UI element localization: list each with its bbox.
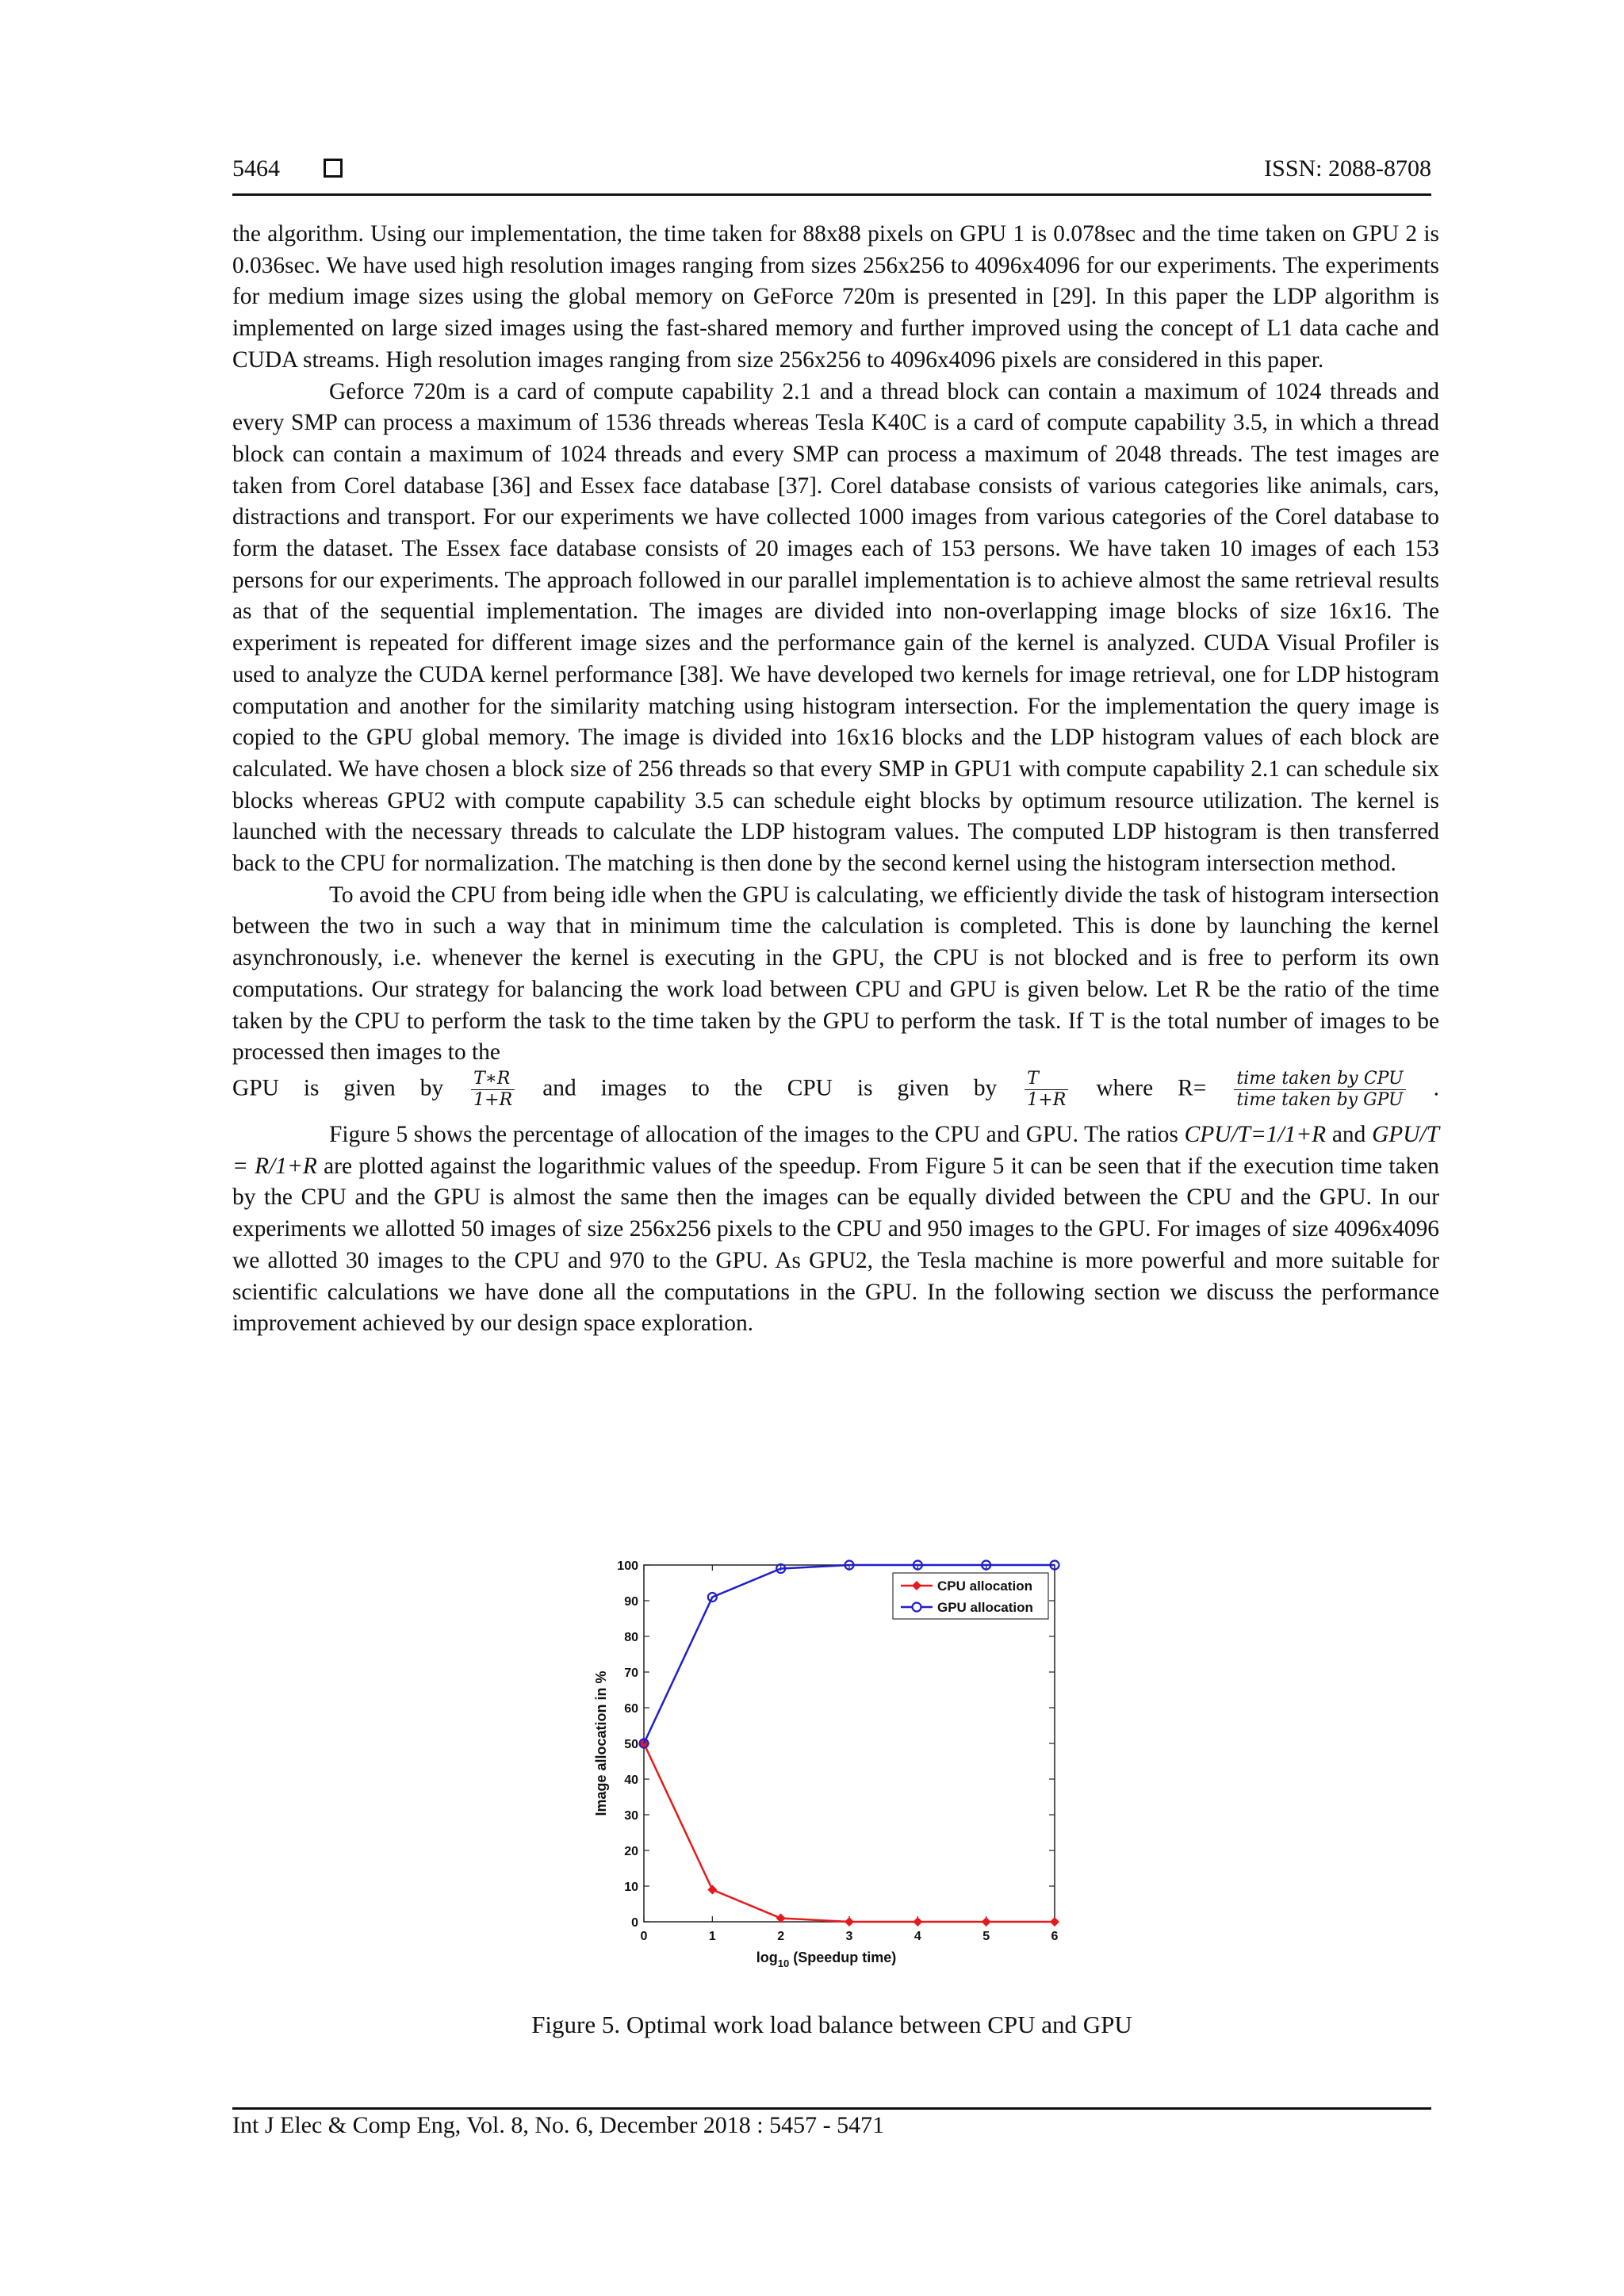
y-tick-label: 0 bbox=[631, 1916, 638, 1930]
ratio-cpu-formula: CPU/T=1/1+R bbox=[1184, 1121, 1327, 1147]
y-tick-label: 50 bbox=[624, 1738, 638, 1751]
allocation-chart bbox=[587, 1554, 1078, 1982]
fraction-denominator: time taken by GPU bbox=[1236, 1089, 1404, 1110]
paragraph-1: the algorithm. Using our implementation, the time taken for 88x88 pixels on GPU 1 is 0.078sec and the time taken on GPU 2 is 0.036sec. We have used high resolution images ranging from sizes 256x256 to 4096x4096 for our experiments. The experiments for medium image sizes using the global memory on GeForce 720m is presented in [29]. In this paper the LDP algorithm is implemented on large sized images using the fast-shared memory and further improved using the concept of L1 data cache and CUDA streams. High resolution images ranging from size 256x256 to 4096x4096 pixels are considered in this paper. bbox=[232, 221, 1439, 373]
y-tick-label: 80 bbox=[624, 1631, 638, 1644]
x-tick-label: 3 bbox=[845, 1930, 853, 1943]
y-tick-label: 60 bbox=[624, 1702, 638, 1716]
figure-caption: Figure 5. Optimal work load balance between CPU and GPU bbox=[531, 2011, 1132, 2038]
body-text bbox=[232, 219, 1439, 1340]
y-tick-label: 100 bbox=[617, 1559, 638, 1573]
y-tick-label: 40 bbox=[624, 1774, 638, 1787]
fraction-ratio-r bbox=[1234, 1069, 1405, 1111]
fraction-cpu-images bbox=[1025, 1069, 1068, 1111]
header-rule bbox=[232, 193, 1431, 196]
fraction-numerator: T bbox=[1025, 1069, 1068, 1090]
legend-cpu-label: CPU allocation bbox=[937, 1578, 1032, 1594]
ratio-gpu-formula: GPU/T = R/1+R bbox=[232, 1121, 1439, 1179]
page-number: 5464 bbox=[232, 155, 280, 182]
equation-text-3: where R= bbox=[1096, 1075, 1207, 1101]
legend-gpu-marker bbox=[913, 1603, 921, 1612]
x-tick-label: 1 bbox=[708, 1930, 716, 1943]
equation-line bbox=[232, 1069, 1439, 1119]
fraction-gpu-images bbox=[471, 1069, 515, 1111]
equation-text-4: . bbox=[1433, 1075, 1439, 1101]
fraction-denominator: 1+R bbox=[473, 1089, 513, 1110]
figure-5 bbox=[587, 1554, 1078, 1982]
x-tick-label: 0 bbox=[640, 1930, 648, 1943]
square-box-icon bbox=[324, 159, 343, 178]
fraction-numerator: T∗R bbox=[471, 1069, 515, 1090]
equation-text-2: and images to the CPU is given by bbox=[542, 1075, 998, 1101]
y-tick-label: 30 bbox=[624, 1809, 638, 1823]
fraction-denominator: 1+R bbox=[1027, 1089, 1067, 1110]
paragraph-4-a: Figure 5 shows the percentage of allocation of the images to the CPU and GPU. The ratios bbox=[329, 1121, 1178, 1147]
y-tick-label: 90 bbox=[624, 1595, 638, 1609]
y-axis-label: Image allocation in % bbox=[593, 1670, 609, 1816]
paragraph-4-c: and bbox=[1331, 1121, 1366, 1147]
footer-rule bbox=[232, 2107, 1431, 2110]
paragraph-4 bbox=[232, 1119, 1439, 1340]
x-tick-label: 4 bbox=[914, 1930, 921, 1943]
y-tick-label: 10 bbox=[624, 1881, 638, 1894]
paragraph-4-e: are plotted against the logarithmic values of the speedup. From Figure 5 it can be seen that if the execution time taken by the CPU and the GPU is almost the same then the images can be equally divided between the CPU and the GPU. In our experiments we allotted 50 images of size 256x256 pixels to the CPU and 950 images to the GPU. For images of size 4096x4096 we allotted 30 images to the CPU and 970 to the GPU. As GPU2, the Tesla machine is more powerful and more suitable for scientific calculations we have done all the computations in the GPU. In the following section we discuss the performance improvement achieved by our design space exploration. bbox=[232, 1153, 1439, 1337]
x-tick-label: 5 bbox=[982, 1930, 990, 1943]
paragraph-2: Geforce 720m is a card of compute capability 2.1 and a thread block can contain a maximum of 1024 threads and every SMP can process a maximum of 1536 threads whereas Tesla K40C is a card of compute capability 3.5, in which a thread block can contain a maximum of 1024 threads and every SMP can process a maximum of 2048 threads. The test images are taken from Corel database [36] and Essex face database [37]. Corel database consists of various categories like animals, cars, distractions and transport. For our experiments we have collected 1000 images from various categories of the Corel database to form the dataset. The Essex face database consists of 20 images each of 153 persons. We have taken 10 images of each 153 persons for our experiments. The approach followed in our parallel implementation is to achieve almost the same retrieval results as that of the sequential implementation. The images are divided into non-overlapping image blocks of size 16x16. The experiment is repeated for different image sizes and the performance gain of the kernel is analyzed. CUDA Visual Profiler is used to analyze the CUDA kernel performance [38]. We have developed two kernels for image retrieval, one for LDP histogram computation and another for the similarity matching using histogram intersection. For the implementation the query image is copied to the GPU global memory. The image is divided into 16x16 blocks and the LDP histogram values of each block are calculated. We have chosen a block size of 256 threads so that every SMP in GPU1 with compute capability 2.1 can schedule six blocks whereas GPU2 with compute capability 3.5 can schedule eight blocks by optimum resource utilization. The kernel is launched with the necessary threads to calculate the LDP histogram values. The computed LDP histogram is then transferred back to the CPU for normalization. The matching is then done by the second kernel using the histogram intersection method. bbox=[232, 378, 1439, 877]
x-tick-label: 6 bbox=[1051, 1930, 1059, 1943]
paragraph-3: To avoid the CPU from being idle when the GPU is calculating, we efficiently divide the task of histogram intersection between the two in such a way that in minimum time the calculation is completed. This is done by launching the kernel asynchronously, i.e. whenever the kernel is executing in the GPU, the CPU is not blocked and is free to perform its own computations. Our strategy for balancing the work load between CPU and GPU is given below. Let R be the ratio of the time taken by the CPU to perform the task to the time taken by the GPU to perform the task. If T is the total number of images to be processed then images to the bbox=[232, 882, 1439, 1066]
x-axis-label: $\log_{10}$ (Speedup time) bbox=[756, 1950, 897, 1969]
issn-label: ISSN: 2088-8708 bbox=[1264, 155, 1431, 182]
y-tick-label: 20 bbox=[624, 1845, 638, 1858]
legend-gpu-label: GPU allocation bbox=[937, 1600, 1033, 1615]
x-tick-label: 2 bbox=[777, 1930, 785, 1943]
page-header bbox=[232, 155, 1431, 190]
fraction-numerator: time taken by CPU bbox=[1234, 1069, 1405, 1090]
footer-citation: Int J Elec & Comp Eng, Vol. 8, No. 6, December 2018 : 5457 - 5471 bbox=[232, 2112, 885, 2138]
legend bbox=[893, 1573, 1048, 1619]
equation-text-1: GPU is given by bbox=[232, 1075, 444, 1101]
y-tick-label: 70 bbox=[624, 1667, 638, 1680]
